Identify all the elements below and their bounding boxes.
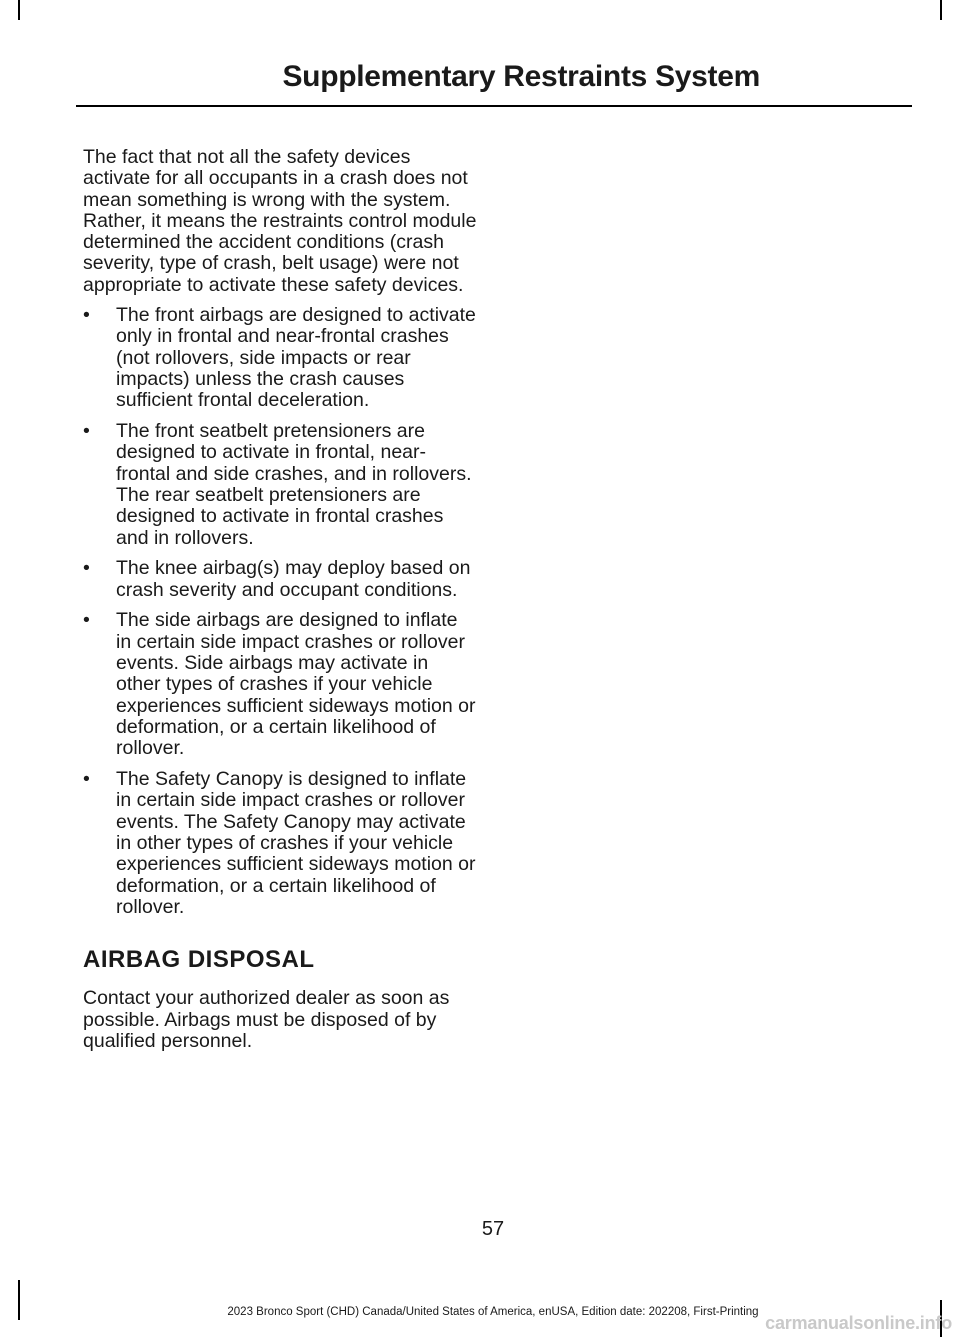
crop-mark-top-right	[940, 0, 942, 20]
list-item-text: The side airbags are designed to inflate in certain side impact crashes or rollover events. Side airbags may activate in other types of crashes if your vehicle experiences sufficient sideways motion or deformation, or a certain likelihood of rollover.	[116, 609, 476, 760]
list-item	[83, 769, 478, 918]
list-item-text: The front seatbelt pretensioners are designed to activate in frontal, near-frontal and side crashes, and in rollovers. The rear seatbelt pretensioners are designed to activate in frontal crashes and in rollovers.	[116, 420, 472, 549]
bullet-icon: •	[83, 768, 90, 791]
footer-edition-info: 2023 Bronco Sport (CHD) Canada/United States of America, enUSA, Edition date: 202208, First-Printing	[227, 1306, 759, 1318]
list-item-text: The Safety Canopy is designed to inflate in certain side impact crashes or rollover events. The Safety Canopy may activate in other types of crashes if your vehicle experiences sufficient sideways motion or deformation, or a certain likelihood of rollover.	[116, 768, 476, 918]
page-title: Supplementary Restraints System	[282, 60, 760, 93]
header-divider	[76, 105, 912, 107]
list-item	[83, 610, 478, 759]
watermark-logo: carmanualsonline.info	[765, 1313, 952, 1333]
page-number: 57	[481, 1218, 505, 1240]
bullet-icon: •	[83, 304, 90, 327]
list-item-text: The front airbags are designed to activate only in frontal and near-frontal crashes (not rollovers, side impacts or rear impacts) unless the crash causes sufficient frontal deceleration.	[116, 304, 476, 412]
list-item	[83, 558, 478, 601]
bullet-icon: •	[83, 609, 90, 632]
section-heading-airbag-disposal: AIRBAG DISPOSAL	[83, 946, 315, 974]
bullet-icon: •	[83, 420, 90, 443]
section-body: Contact your authorized dealer as soon as possible. Airbags must be disposed of by qualified personnel.	[83, 987, 450, 1052]
list-item-text: The knee airbag(s) may deploy based on crash severity and occupant conditions.	[116, 557, 471, 601]
list-item	[83, 421, 478, 549]
content-column	[83, 147, 478, 1061]
list-item	[83, 305, 478, 411]
bullet-list	[83, 305, 478, 918]
intro-paragraph: The fact that not all the safety devices activate for all occupants in a crash does not mean something is wrong with the system. Rather, it means the restraints control module determined the accident conditions (crash severity, type of crash, belt usage) were not appropriate to activate these safety devices.	[83, 146, 477, 296]
crop-mark-top-left	[18, 0, 20, 20]
bullet-icon: •	[83, 557, 90, 580]
